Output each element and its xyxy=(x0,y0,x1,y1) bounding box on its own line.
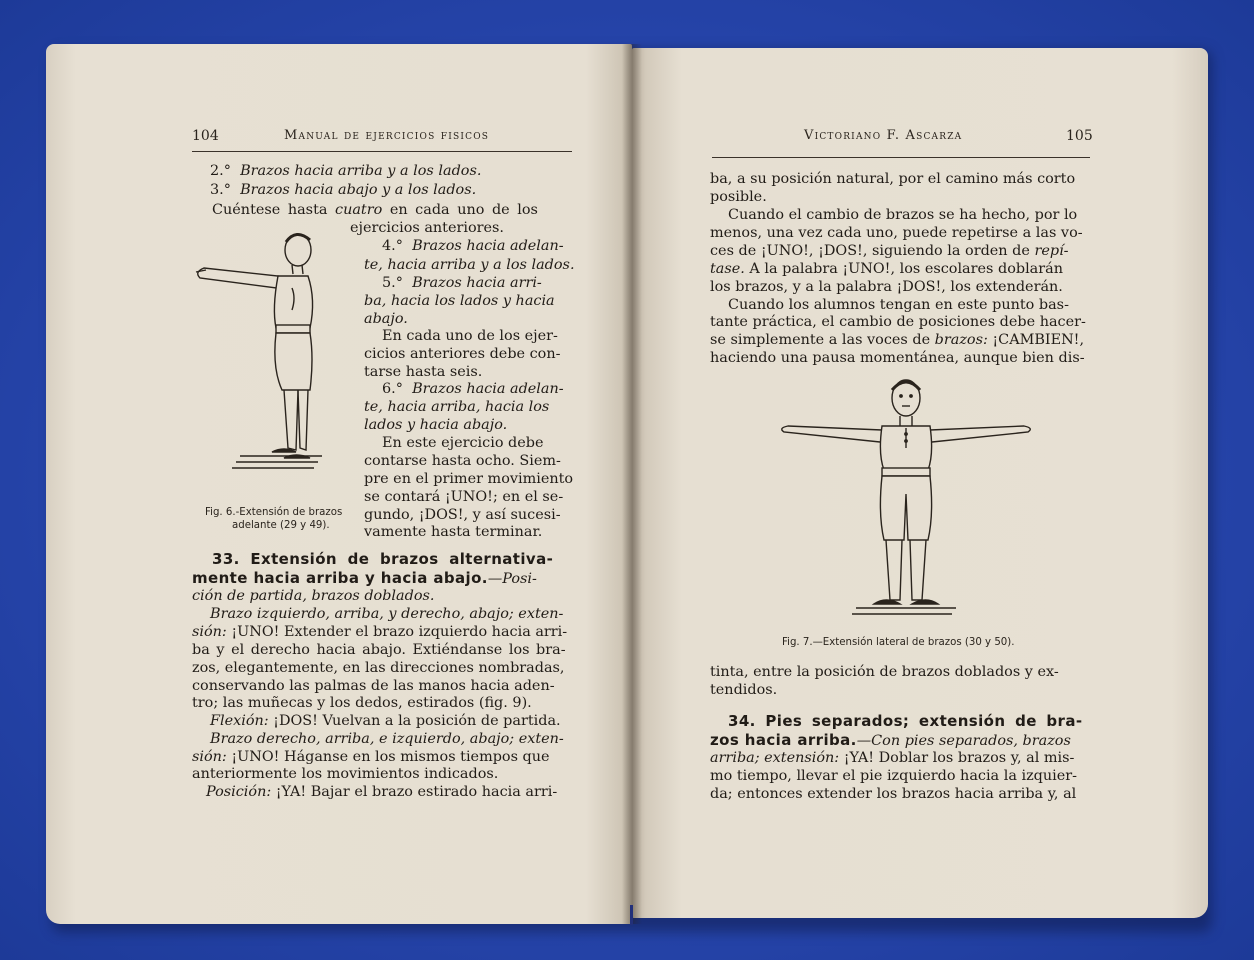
left-line-11: cicios anteriores debe con- xyxy=(364,346,561,362)
left-body-1: ción de partida, brazos doblados. xyxy=(192,588,435,604)
right-line-9: tante práctica, el cambio de posiciones debe hacer- xyxy=(710,314,1086,330)
left-body-2: Brazo izquierdo, arriba, y derecho, abajo; exten- xyxy=(210,606,564,622)
left-line-7: 5.° Brazos hacia arri- xyxy=(382,275,542,291)
left-line-16: En este ejercicio debe xyxy=(382,435,544,451)
section-34-heading-line-1: 34. Pies separados; extensión de bra- xyxy=(728,712,1083,730)
right-body-2: mo tiempo, llevar el pie izquierdo hacia la izquier- xyxy=(710,768,1077,784)
right-line-11: haciendo una pausa momentánea, aunque bien dis- xyxy=(710,350,1085,366)
right-line-10: se simplemente a las voces de brazos: ¡CAMBIEN!, xyxy=(710,332,1085,348)
left-line-6: te, hacia arriba y a los lados. xyxy=(364,257,575,273)
left-header-rule xyxy=(192,151,572,152)
left-body-7: tro; las muñecas y los dedos, estirados (fig. 9). xyxy=(192,695,532,711)
left-line-15: lados y hacia abajo. xyxy=(364,417,508,433)
right-after-line-2: tendidos. xyxy=(710,682,778,698)
figure-6-caption-line-2: adelante (29 y 49). xyxy=(232,520,330,531)
figure-7-caption: Fig. 7.—Extensión lateral de brazos (30 y 50). xyxy=(782,637,1015,648)
left-line-19: se contará ¡UNO!; en el se- xyxy=(364,489,564,505)
figure-6-arms-forward-illustration xyxy=(192,228,362,478)
left-body-5: zos, elegantemente, en las direcciones nombradas, xyxy=(192,660,565,676)
left-line-4: ejercicios anteriores. xyxy=(350,220,504,236)
left-line-17: contarse hasta ocho. Siem- xyxy=(364,453,561,469)
left-line-2: 3.° Brazos hacia abajo y a los lados. xyxy=(210,182,477,198)
right-body-3: da; entonces extender los brazos hacia arriba y, al xyxy=(710,786,1077,802)
left-line-3: Cuéntese hasta cuatro en cada uno de los xyxy=(212,202,538,218)
right-running-head: Victoriano F. Ascarza xyxy=(804,128,963,143)
left-line-20: gundo, ¡DOS!, y así sucesi- xyxy=(364,507,561,523)
right-line-2: posible. xyxy=(710,189,767,205)
right-page-number: 105 xyxy=(1066,128,1093,144)
left-line-9: abajo. xyxy=(364,311,408,327)
right-body-1: arriba; extensión: ¡YA! Doblar los brazos y, al mis- xyxy=(710,750,1075,766)
section-33-heading-line-2: mente hacia arriba y hacia abajo.—Posi- xyxy=(192,569,537,587)
left-line-12: tarse hasta seis. xyxy=(364,364,483,380)
section-34-heading-line-2: zos hacia arriba.—Con pies separados, brazos xyxy=(710,731,1071,749)
right-line-5: ces de ¡UNO!, ¡DOS!, siguiendo la orden de repí- xyxy=(710,243,1069,259)
left-page-number: 104 xyxy=(192,128,219,144)
figure-7-arms-lateral-illustration xyxy=(776,374,1036,626)
figure-6-caption-line-1: Fig. 6.-Extensión de brazos xyxy=(205,507,343,518)
right-line-3: Cuando el cambio de brazos se ha hecho, por lo xyxy=(728,207,1078,223)
left-body-10: sión: ¡UNO! Háganse en los mismos tiempos que xyxy=(192,749,550,765)
right-line-7: los brazos, y a la palabra ¡DOS!, los extenderán. xyxy=(710,279,1063,295)
right-after-line-1: tinta, entre la posición de brazos doblados y ex- xyxy=(710,664,1059,680)
right-line-1: ba, a su posición natural, por el camino más corto xyxy=(710,171,1076,187)
left-body-8: Flexión: ¡DOS! Vuelvan a la posición de partida. xyxy=(210,713,561,729)
right-line-8: Cuando los alumnos tengan en este punto bas- xyxy=(728,297,1069,313)
left-body-3: sión: ¡UNO! Extender el brazo izquierdo hacia arri- xyxy=(192,624,568,640)
left-body-4: ba y el derecho hacia abajo. Extiéndanse los bra- xyxy=(192,642,566,658)
right-header-rule xyxy=(712,157,1090,158)
left-running-head: Manual de ejercicios fisicos xyxy=(284,128,490,143)
left-line-21: vamente hasta terminar. xyxy=(364,524,543,540)
left-line-5: 4.° Brazos hacia adelan- xyxy=(382,238,564,254)
left-body-6: conservando las palmas de las manos hacia aden- xyxy=(192,678,555,694)
left-line-18: pre en el primer movimiento xyxy=(364,471,574,487)
right-line-4: menos, una vez cada uno, puede repetirse a las vo- xyxy=(710,225,1083,241)
left-line-14: te, hacia arriba, hacia los xyxy=(364,399,550,415)
spine-thread xyxy=(630,905,633,925)
section-33-heading-line-1: 33. Extensión de brazos alternativa- xyxy=(212,550,554,568)
left-body-12: Posición: ¡YA! Bajar el brazo estirado hacia arri- xyxy=(206,784,558,800)
left-line-10: En cada uno de los ejer- xyxy=(382,328,558,344)
left-line-13: 6.° Brazos hacia adelan- xyxy=(382,381,564,397)
right-line-6: tase. A la palabra ¡UNO!, los escolares doblarán xyxy=(710,261,1063,277)
left-line-8: ba, hacia los lados y hacia xyxy=(364,293,555,309)
left-line-1: 2.° Brazos hacia arriba y a los lados. xyxy=(210,163,482,179)
book-gutter xyxy=(622,44,642,924)
left-body-11: anteriormente los movimientos indicados. xyxy=(192,766,499,782)
left-body-9: Brazo derecho, arriba, e izquierdo, abajo; exten- xyxy=(210,731,564,747)
